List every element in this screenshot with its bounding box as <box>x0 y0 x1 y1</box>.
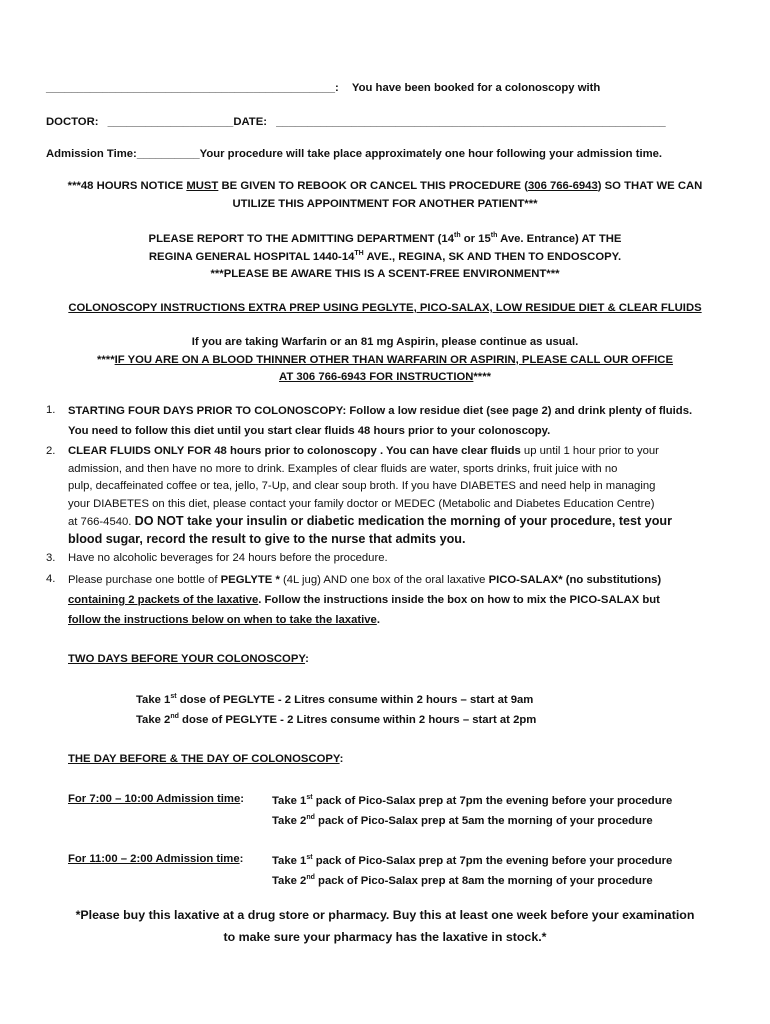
item-1-line: STARTING FOUR DAYS PRIOR TO COLONOSCOPY: Follow a low residue diet (see page 2) and drink plenty of fluids. <box>68 405 693 417</box>
instruction-line <box>30 369 740 387</box>
superscript: nd <box>306 874 315 882</box>
scent-free-notice: ***PLEASE BE AWARE THIS IS A SCENT-FREE ENVIRONMENT*** <box>210 268 560 280</box>
item-4-line <box>68 571 728 591</box>
call-office-phone[interactable]: AT 306 766-6943 FOR INSTRUCTION <box>279 371 474 383</box>
instruction-item-2 <box>68 443 728 547</box>
slot-1-schedule <box>272 791 672 832</box>
item-2-text: up until 1 hour prior to your <box>520 445 659 457</box>
packets-note: containing 2 packets of the laxative <box>68 593 259 606</box>
item-2-line <box>68 513 728 531</box>
item-2-line: your DIABETES on this diet, please contact your family doctor or MEDEC (Metabolic and Diabetes Education Centre) <box>68 497 655 510</box>
two-days-title: TWO DAYS BEFORE YOUR COLONOSCOPY <box>68 653 306 665</box>
peglyte-label: PEGLYTE * <box>220 574 280 586</box>
notice-must: MUST <box>186 180 219 192</box>
doctor-label: DOCTOR: <box>46 116 99 128</box>
item-number-1: 1. <box>46 404 56 416</box>
slot-2-pack-2: Take 2nd pack of Pico-Salax prep at 8am the morning of your procedure <box>272 874 653 888</box>
admission-time-line <box>46 146 746 164</box>
office-phone-link[interactable]: 306 766-6943 <box>528 180 598 192</box>
clear-fluids-heading: CLEAR FLUIDS ONLY FOR 48 hours prior to colonoscopy . You can have clear fluids <box>68 445 521 457</box>
report-text: REGINA GENERAL HOSPITAL 1440-14 <box>148 250 355 263</box>
report-line-2 <box>30 249 740 267</box>
admission-text: Your procedure will take place approximately one hour following your admission time. <box>199 148 663 160</box>
superscript: st <box>306 794 313 802</box>
laxative-footer-note <box>20 904 750 949</box>
admission-blank[interactable]: __________ <box>136 148 200 160</box>
day-before-heading <box>68 751 343 769</box>
superscript: th <box>490 232 498 240</box>
footer-line-1: *Please buy this laxative at a drug store or pharmacy. Buy this at least one week before your examination <box>75 908 695 922</box>
item-number-4: 4. <box>46 573 56 585</box>
slot-1-pack-1: Take 1st pack of Pico-Salax prep at 7pm the evening before your procedure <box>272 794 673 807</box>
warfarin-line: If you are taking Warfarin or an 81 mg Aspirin, please continue as usual. <box>191 336 579 348</box>
blood-thinner-notice <box>30 334 740 387</box>
item-4-text: . Follow the instructions inside the box on how to mix the PICO-SALAX but <box>258 593 660 606</box>
patient-name-blank[interactable]: ______________________________________________: <box>46 82 339 94</box>
rebook-notice <box>30 178 740 213</box>
report-instructions <box>30 231 740 284</box>
slot-1-label <box>68 791 244 809</box>
blood-sugar-warning: blood sugar, record the result to give to the nurse that admits you. <box>68 531 466 546</box>
superscript: st <box>170 693 177 701</box>
item-4-line <box>68 591 728 611</box>
slot-2-schedule <box>272 851 672 892</box>
report-text: AVE., REGINA, SK AND THEN TO ENDOSCOPY. <box>363 250 622 263</box>
notice-line-1 <box>30 178 740 196</box>
day-before-title: THE DAY BEFORE & THE DAY OF COLONOSCOPY <box>68 753 340 765</box>
stars: **** <box>473 371 491 383</box>
colon: : <box>239 853 244 865</box>
booked-text: You have been booked for a colonoscopy with <box>351 82 601 94</box>
blood-thinner-warning: IF YOU ARE ON A BLOOD THINNER OTHER THAN WARFARIN OR ASPIRIN, PLEASE CALL OUR OFFICE <box>114 353 673 366</box>
date-blank[interactable]: ______________________________________________________________ <box>276 116 666 128</box>
slot-1-pack-2: Take 2nd pack of Pico-Salax prep at 5am the morning of your procedure <box>272 814 653 828</box>
slot-2-time: For 11:00 – 2:00 Admission time <box>68 853 240 865</box>
notice-text: BE GIVEN TO REBOOK OR CANCEL THIS PROCEDURE ( <box>218 180 528 192</box>
notice-text: ***48 HOURS NOTICE <box>67 180 187 192</box>
section-title: COLONOSCOPY INSTRUCTIONS EXTRA PREP USING PEGLYTE, PICO-SALAX, LOW RESIDUE DIET & CLEAR FLUIDS <box>68 302 702 314</box>
instruction-item-1 <box>68 402 728 442</box>
superscript: nd <box>306 814 315 822</box>
report-text: Ave. Entrance) AT THE <box>497 233 622 245</box>
medec-phone: at 766-4540. <box>68 516 135 528</box>
insulin-warning: DO NOT take your insulin or diabetic medication the morning of your procedure, test your <box>134 514 672 528</box>
instruction-item-3: Have no alcoholic beverages for 24 hours before the procedure. <box>68 552 388 564</box>
item-4-line <box>68 611 728 631</box>
notice-text: ) SO THAT WE CAN <box>597 180 703 192</box>
item-1-line: You need to follow this diet until you start clear fluids 48 hours prior to your colonoscopy. <box>68 424 551 437</box>
item-2-line: pulp, decaffeinated coffee or tea, jello, 7-Up, and clear soup broth. If you have DIABETES and need help in managing <box>68 480 656 492</box>
item-4-text: . <box>376 613 380 626</box>
notice-line-2: UTILIZE THIS APPOINTMENT FOR ANOTHER PATIENT*** <box>232 197 538 210</box>
superscript: TH <box>354 249 364 257</box>
slot-2-pack-1: Take 1st pack of Pico-Salax prep at 7pm the evening before your procedure <box>272 854 673 867</box>
superscript: th <box>454 232 461 240</box>
peglyte-dose-1: Take 1st dose of PEGLYTE - 2 Litres consume within 2 hours – start at 9am <box>136 693 534 706</box>
item-2-line <box>68 443 728 461</box>
item-4-text: (4L jug) AND one box of the oral laxative <box>279 574 489 586</box>
item-4-text: Please purchase one bottle of <box>68 574 221 586</box>
booking-line <box>46 80 736 98</box>
colon: : <box>240 793 244 805</box>
stars: **** <box>97 353 115 366</box>
doctor-date-line <box>46 114 736 132</box>
date-label: DATE: <box>233 116 267 128</box>
peglyte-dose-2: Take 2nd dose of PEGLYTE - 2 Litres consume within 2 hours – start at 2pm <box>136 713 537 727</box>
blood-thinner-line <box>30 352 740 370</box>
report-text: or 15 <box>460 233 491 245</box>
doctor-blank[interactable]: ____________________ <box>107 116 234 128</box>
colon: : <box>339 753 344 765</box>
admission-label: Admission Time: <box>46 148 137 160</box>
superscript: nd <box>170 713 179 721</box>
follow-instructions-note: follow the instructions below on when to take the laxative <box>68 613 377 626</box>
superscript: st <box>306 854 313 862</box>
colon: : <box>305 653 309 665</box>
item-2-line: admission, and then have no more to drink. Examples of clear fluids are water, sports drinks, fruit juice with no <box>68 462 618 475</box>
report-line-1 <box>30 231 740 249</box>
instruction-item-4 <box>68 571 728 630</box>
slot-2-label <box>68 851 243 869</box>
pico-salax-label: PICO-SALAX* (no substitutions) <box>488 574 662 586</box>
item-number-2: 2. <box>46 445 56 457</box>
item-number-3: 3. <box>46 552 56 564</box>
peglyte-doses <box>136 690 536 731</box>
two-days-heading <box>68 651 309 669</box>
footer-line-2: to make sure your pharmacy has the laxative in stock.* <box>223 930 547 945</box>
slot-1-time: For 7:00 – 10:00 Admission time <box>68 793 241 805</box>
report-text: PLEASE REPORT TO THE ADMITTING DEPARTMENT (14 <box>148 233 454 245</box>
